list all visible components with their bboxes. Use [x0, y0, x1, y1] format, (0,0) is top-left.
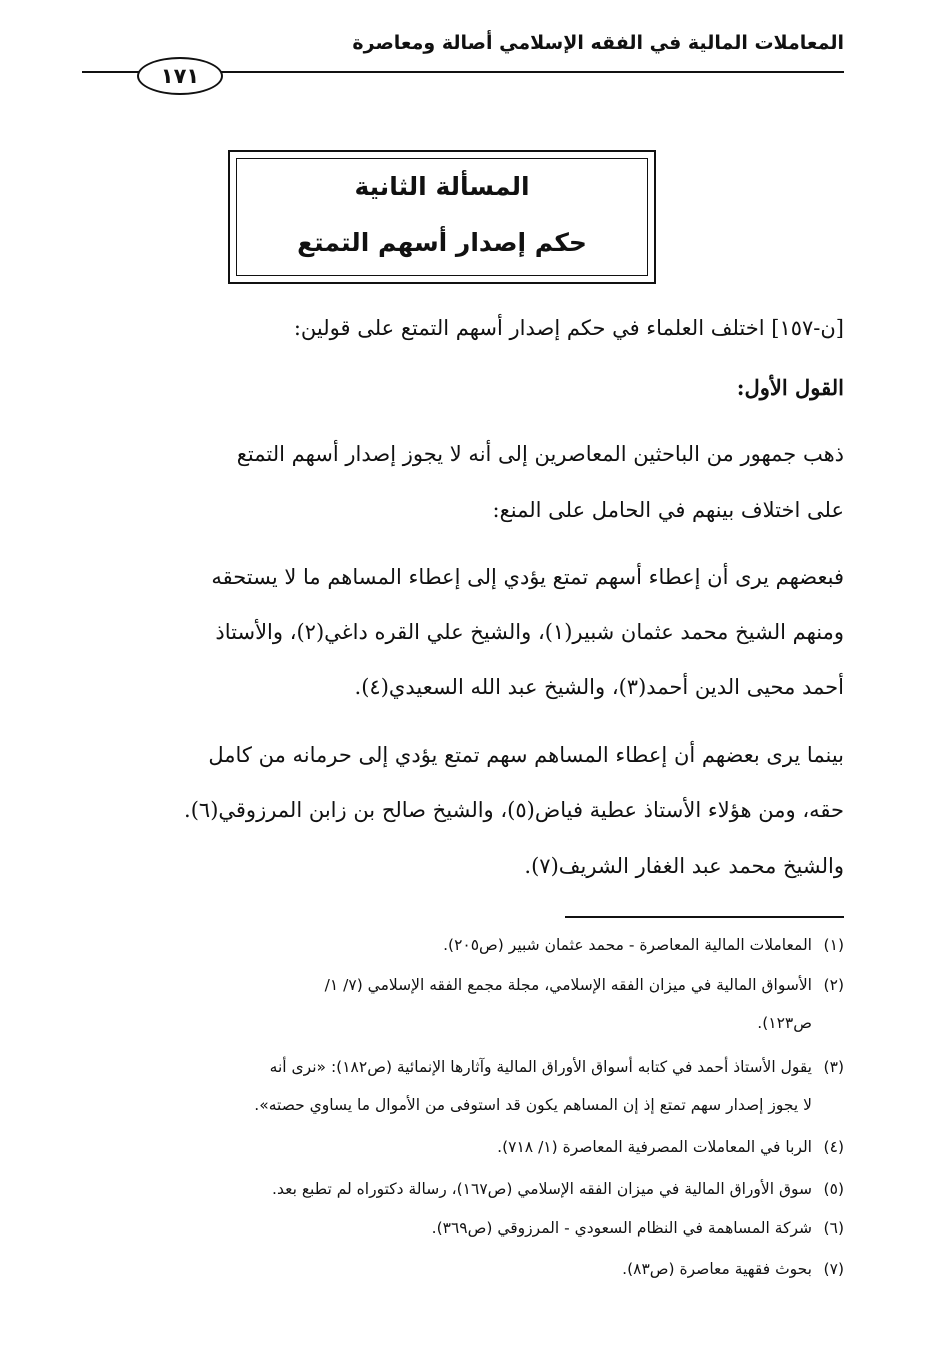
- footnote-text: بحوث فقهية معاصرة (ص٨٣).: [622, 1260, 812, 1278]
- footnote-number: (٣): [823, 1058, 844, 1076]
- footnote-number: (٢): [823, 976, 844, 994]
- footnote-separator: [565, 916, 844, 918]
- footnote-5: [272, 1180, 844, 1198]
- page-number: ١٧١: [137, 57, 223, 95]
- section-title-box: [228, 150, 656, 284]
- footnote-number: (٤): [823, 1138, 844, 1156]
- body-line-1: [ن-١٥٧] اختلف العلماء في حكم إصدار أسهم التمتع على قولين:: [293, 316, 844, 340]
- footnote-1: [443, 936, 844, 954]
- footnote-text: شركة المساهمة في النظام السعودي - المرزوقي (ص٣٦٩).: [431, 1219, 812, 1237]
- body-line-10: والشيخ محمد عبد الغفار الشريف(٧).: [524, 854, 844, 878]
- footnote-2: [325, 976, 844, 994]
- body-line-3: ذهب جمهور من الباحثين المعاصرين إلى أنه لا يجوز إصدار أسهم التمتع: [236, 442, 844, 466]
- footnote-number: (٦): [823, 1219, 844, 1237]
- body-heading-first-opinion: القول الأول:: [736, 375, 844, 400]
- footnote-4: [497, 1138, 844, 1156]
- footnote-text: يقول الأستاذ أحمد في كتابه أسواق الأوراق المالية وآثارها الإنمائية (ص١٨٢): «نرى أنه: [269, 1058, 812, 1076]
- footnote-number: (١): [823, 936, 844, 954]
- footnote-text: الربا في المعاملات المصرفية المعاصرة (١/ ٧١٨).: [497, 1138, 812, 1156]
- body-line-9: حقه، ومن هؤلاء الأستاذ عطية فياض(٥)، والشيخ صالح بن زابن المرزوقي(٦).: [184, 798, 844, 822]
- footnote-2-continuation: ص١٢٣).: [757, 1014, 812, 1032]
- footnote-3: [270, 1058, 844, 1076]
- section-title-line-1: المسألة الثانية: [354, 172, 530, 201]
- footnote-6: [432, 1219, 844, 1237]
- footnote-text: سوق الأوراق المالية في ميزان الفقه الإسلامي (ص١٦٧)، رسالة دكتوراه لم تطبع بعد.: [272, 1180, 812, 1198]
- footnote-number: (٧): [823, 1260, 844, 1278]
- footnote-text: المعاملات المالية المعاصرة - محمد عثمان شبير (ص٢٠٥).: [443, 936, 812, 954]
- body-line-4: على اختلاف بينهم في الحامل على المنع:: [492, 498, 844, 522]
- footnote-number: (٥): [823, 1180, 844, 1198]
- footnote-7: [622, 1260, 844, 1278]
- body-line-6: ومنهم الشيخ محمد عثمان شبير(١)، والشيخ علي القره داغي(٢)، والأستاذ: [215, 620, 844, 644]
- body-line-8: بينما يرى بعضهم أن إعطاء المساهم سهم تمتع يؤدي إلى حرمانه من كامل: [208, 743, 844, 767]
- footnote-3-continuation: لا يجوز إصدار سهم تمتع إذ إن المساهم يكون قد استوفى من الأموال ما يساوي حصته».: [254, 1096, 812, 1114]
- running-title: المعاملات المالية في الفقه الإسلامي أصالة ومعاصرة: [352, 32, 844, 54]
- body-line-5: فبعضهم يرى أن إعطاء أسهم تمتع يؤدي إلى إعطاء المساهم ما لا يستحقه: [211, 565, 844, 589]
- body-line-7: أحمد محيى الدين أحمد(٣)، والشيخ عبد الله السعيدي(٤).: [354, 675, 844, 699]
- section-title-line-2: حكم إصدار أسهم التمتع: [297, 228, 587, 257]
- footnote-text: الأسواق المالية في ميزان الفقه الإسلامي، مجلة مجمع الفقه الإسلامي (٧/ ١/: [324, 976, 812, 994]
